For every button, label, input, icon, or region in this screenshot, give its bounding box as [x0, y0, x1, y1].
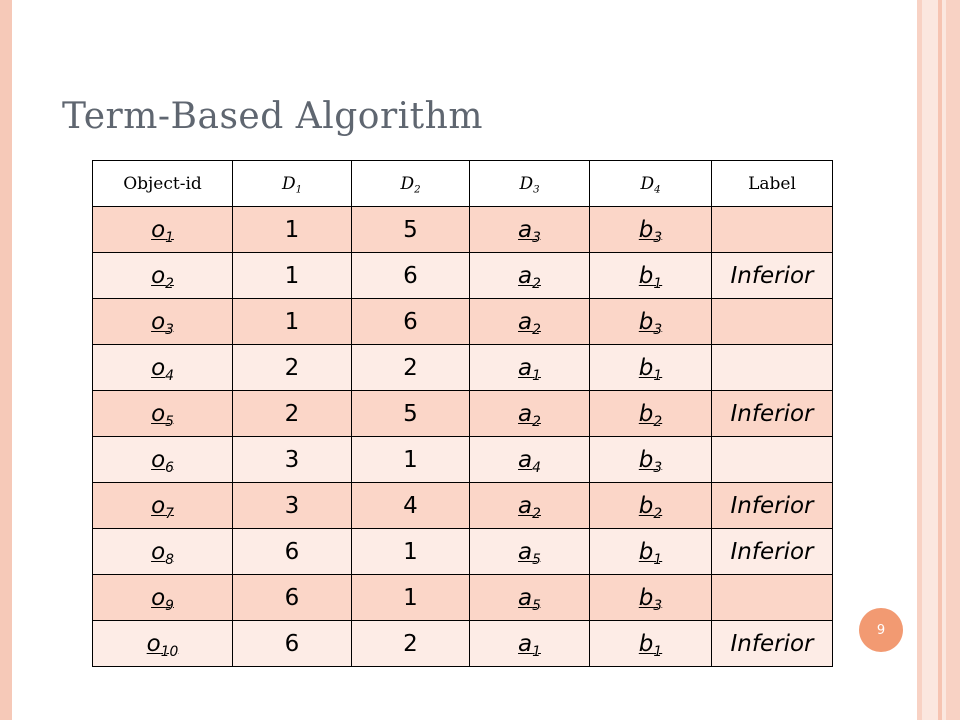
cell-d1: 2	[233, 391, 352, 437]
cell-d4: $b_1$	[590, 253, 712, 299]
slide-right-stripe	[922, 0, 938, 720]
cell-label	[712, 207, 833, 253]
header-d2: $D_2$	[352, 161, 470, 207]
cell-d4: $b_1$	[590, 621, 712, 667]
cell-d3: $a_2$	[470, 483, 590, 529]
cell-label	[712, 345, 833, 391]
cell-object-id: $o_5$	[93, 391, 233, 437]
table-row	[93, 437, 833, 483]
cell-d2: 1	[352, 437, 470, 483]
cell-d1: 6	[233, 529, 352, 575]
cell-d1: 1	[233, 253, 352, 299]
cell-d4: $b_3$	[590, 575, 712, 621]
table-row	[93, 207, 833, 253]
cell-d4: $b_2$	[590, 483, 712, 529]
table-row	[93, 575, 833, 621]
cell-d3: $a_5$	[470, 529, 590, 575]
cell-object-id: $o_3$	[93, 299, 233, 345]
slide-right-stripe	[946, 0, 960, 720]
cell-d2: 2	[352, 621, 470, 667]
cell-d3: $a_4$	[470, 437, 590, 483]
cell-d1: 3	[233, 437, 352, 483]
cell-label: Inferior	[712, 621, 833, 667]
cell-d2: 1	[352, 575, 470, 621]
header-object-id: Object-id	[93, 161, 233, 207]
cell-d2: 6	[352, 299, 470, 345]
cell-d2: 2	[352, 345, 470, 391]
cell-d1: 1	[233, 299, 352, 345]
table-row	[93, 483, 833, 529]
cell-object-id: $o_{10}$	[93, 621, 233, 667]
header-d3: $D_3$	[470, 161, 590, 207]
cell-d4: $b_2$	[590, 391, 712, 437]
cell-object-id: $o_6$	[93, 437, 233, 483]
cell-d1: 6	[233, 621, 352, 667]
cell-object-id: $o_1$	[93, 207, 233, 253]
cell-d3: $a_2$	[470, 391, 590, 437]
cell-object-id: $o_2$	[93, 253, 233, 299]
slide-title: Term-Based Algorithm	[62, 96, 483, 137]
cell-d4: $b_3$	[590, 207, 712, 253]
cell-object-id: $o_8$	[93, 529, 233, 575]
cell-d3: $a_1$	[470, 621, 590, 667]
table-row	[93, 345, 833, 391]
table-row	[93, 529, 833, 575]
cell-d1: 6	[233, 575, 352, 621]
table-row	[93, 299, 833, 345]
cell-d2: 5	[352, 207, 470, 253]
cell-d3: $a_5$	[470, 575, 590, 621]
table-header-row	[93, 161, 833, 207]
header-d1: $D_1$	[233, 161, 352, 207]
cell-d3: $a_1$	[470, 345, 590, 391]
cell-label: Inferior	[712, 253, 833, 299]
table-row	[93, 621, 833, 667]
cell-d4: $b_3$	[590, 299, 712, 345]
cell-d3: $a_3$	[470, 207, 590, 253]
table-row	[93, 253, 833, 299]
table-row	[93, 391, 833, 437]
cell-d3: $a_2$	[470, 253, 590, 299]
cell-d2: 1	[352, 529, 470, 575]
cell-object-id: $o_4$	[93, 345, 233, 391]
cell-d3: $a_2$	[470, 299, 590, 345]
cell-label: Inferior	[712, 391, 833, 437]
cell-d1: 3	[233, 483, 352, 529]
cell-object-id: $o_9$	[93, 575, 233, 621]
cell-d2: 4	[352, 483, 470, 529]
cell-label: Inferior	[712, 529, 833, 575]
slide-left-border	[0, 0, 12, 720]
cell-d4: $b_1$	[590, 529, 712, 575]
cell-object-id: $o_7$	[93, 483, 233, 529]
cell-d2: 6	[352, 253, 470, 299]
cell-d1: 1	[233, 207, 352, 253]
page-number-badge: 9	[859, 608, 903, 652]
cell-d1: 2	[233, 345, 352, 391]
cell-d4: $b_1$	[590, 345, 712, 391]
header-d4: $D_4$	[590, 161, 712, 207]
cell-d2: 5	[352, 391, 470, 437]
cell-label	[712, 575, 833, 621]
cell-label	[712, 437, 833, 483]
cell-label: Inferior	[712, 483, 833, 529]
cell-label	[712, 299, 833, 345]
header-label: Label	[712, 161, 833, 207]
data-table	[92, 160, 833, 667]
cell-d4: $b_3$	[590, 437, 712, 483]
